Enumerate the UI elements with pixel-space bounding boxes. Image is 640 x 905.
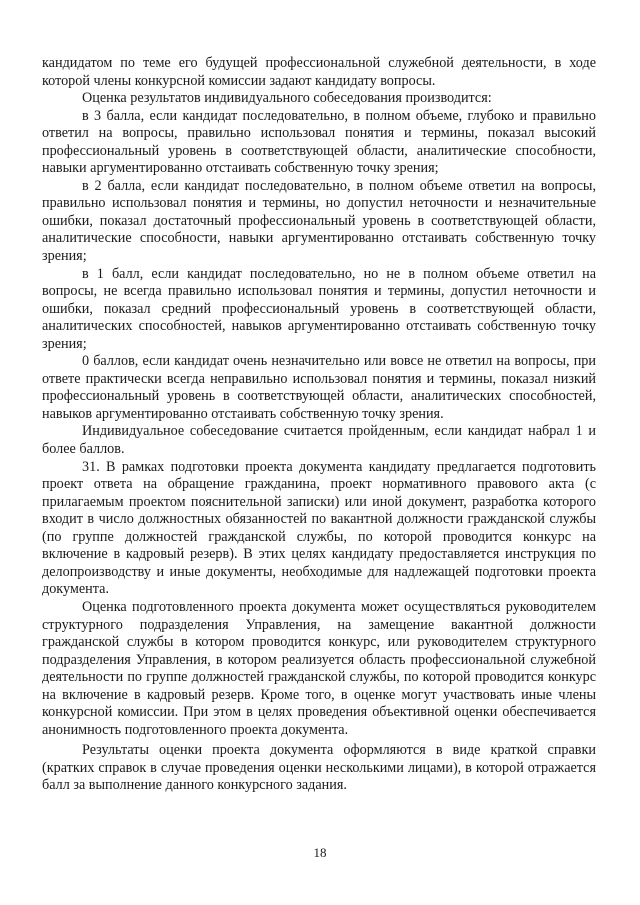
paragraph-interview-passed: Индивидуальное собеседование считается пройденным, если кандидат набрал 1 и более баллов. (42, 423, 596, 458)
paragraph-score-2: в 2 балла, если кандидат последовательно, в полном объеме ответил на вопросы, правильно использовал понятия и термины, но допустил неточности и незначительные ошибки, показал достаточный профессиональный уровень в соответствующей области, аналитические способности, навыки аргументированно отстаивать собственную точку зрения; (42, 177, 596, 265)
paragraph-score-1: в 1 балл, если кандидат последовательно, но не в полном объеме ответил на вопросы, не всегда правильно использовал понятия и термины, допустил неточности и ошибки, показал средний профессиональный уровень в соответствующей области, аналитических способностей, навыков аргументированно отстаивать собственную точку зрения; (42, 265, 596, 352)
paragraph-evaluation-results: Результаты оценки проекта документа оформляются в виде краткой справки (кратких справок в случае проведения оценки несколькими лицами), в которой отражается балл за выполнение данного конкурсного задания. (42, 742, 596, 794)
document-body (42, 55, 596, 795)
paragraph-item-31: 31. В рамках подготовки проекта документа кандидату предлагается подготовить проект ответа на обращение гражданина, проект нормативного правового акта (с прилагаемым проектом пояснительной записки) или иной документ, разработка которого входит в число должностных обязанностей по вакантной должности гражданской службы (по группе должностей гражданской службы, по которой проводится конкурс на включение в кадровый резерв). В этих целях кандидату предоставляется инструкция по делопроизводству и иные документы, необходимые для надлежащей подготовки проекта документа. (42, 458, 596, 598)
page-number: 18 (313, 845, 327, 860)
paragraph-interview-scoring-intro: Оценка результатов индивидуального собеседования производится: (82, 90, 492, 107)
paragraph-score-3: в 3 балла, если кандидат последовательно, в полном объеме, глубоко и правильно ответил на вопросы, правильно использовал понятия и термины, показал высокий профессиональный уровень в соответствующей области, аналитические способности, навыки аргументированно отстаивать собственную точку зрения; (42, 107, 596, 177)
paragraph-continuation: кандидатом по теме его будущей профессиональной служебной деятельности, в ходе которой члены конкурсной комиссии задают кандидату вопросы. (42, 55, 596, 89)
paragraph-document-evaluation: Оценка подготовленного проекта документа может осуществляться руководителем структурного подразделения Управления, на замещение вакантной должности гражданской службы в котором проводится конкурс, или руководителем структурного подразделения Управления, в котором реализуется область профессиональной служебной деятельности по группе должностей гражданской службы, по которой проводится конкурс на включение в кадровый резерв. Кроме того, в оценке могут участвовать иные члены конкурсной комиссии. При этом в целях проведения объективной оценки обеспечивается анонимность подготовленного проекта документа. (42, 598, 596, 738)
paragraph-score-0: 0 баллов, если кандидат очень незначительно или вовсе не ответил на вопросы, при ответе практически всегда неправильно использовал понятия и термины, показал низкий профессиональный уровень в соответствующей области, аналитических способностей, навыков аргументированно отстаивать собственную точку зрения. (42, 353, 596, 422)
